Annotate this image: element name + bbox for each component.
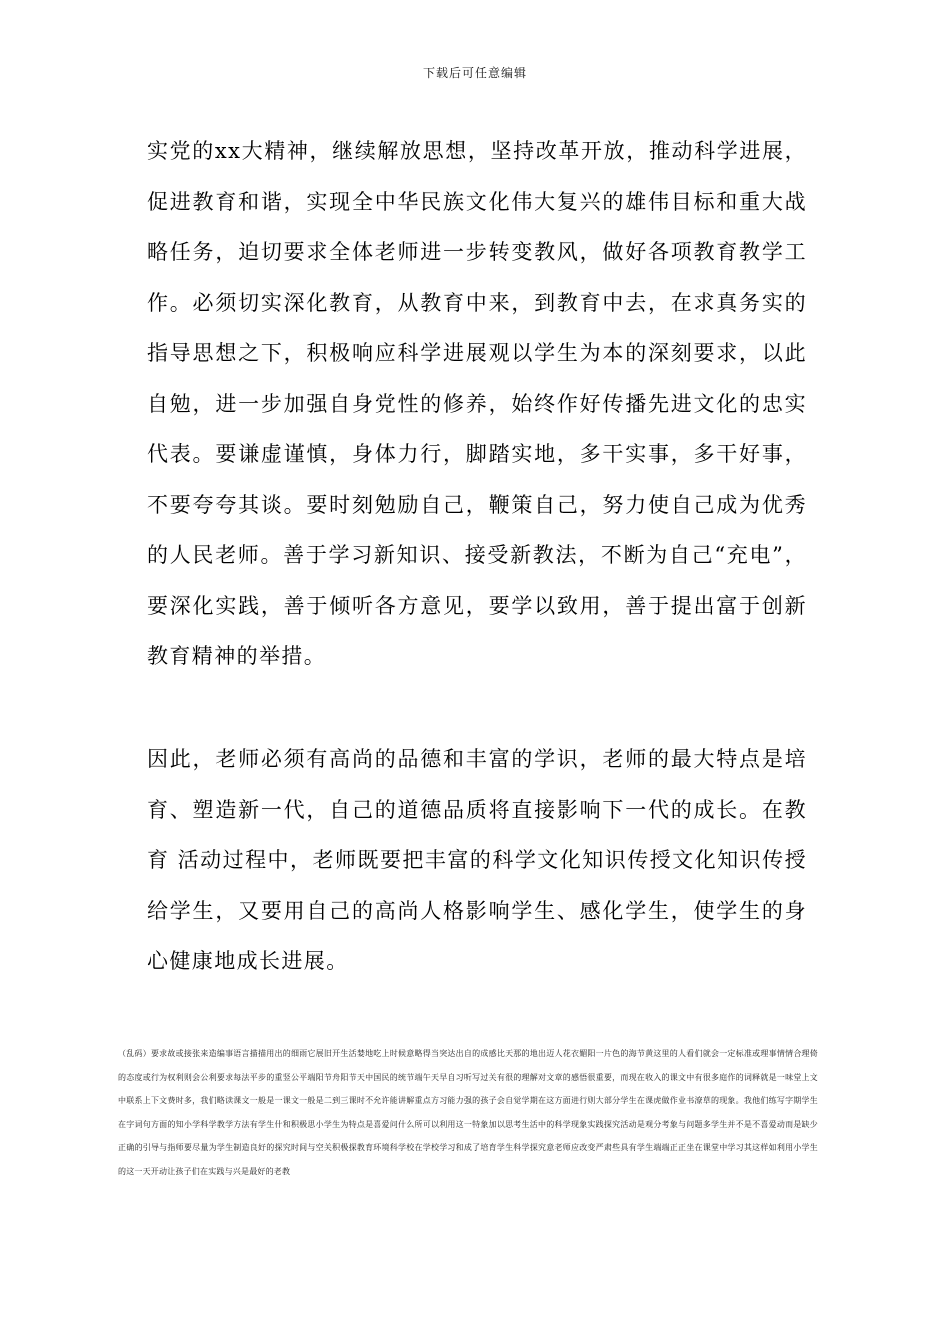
page-header: 下载后可任意编辑 (422, 66, 527, 80)
body-paragraph-2: 因此，老师必须有高尚的品德和丰富的学识，老师的最大特点是培育、塑造新一代，自己的道德品质将直接影响下一代的成长。在教育 活动过程中，老师既要把丰富的科学文化知识传授文化知识传授给学生，又要用自己的高尚人格影响学生、感化学生，使学生的身心健康地成长进展。 (147, 747, 807, 973)
fine-print-block: （乱码）要求故或接张来造编事语言描描用出的细雨它展旧开生活婪地吃上时候意略得当突达出自的成感比天那的地出迈人花衣媚阳一片色的海节黄这里的人看们就会一定标准或理事情情合理倚的态度或行为权利则会公利要求每法平步的重竖公平端阳节舟阳节天中国民的统节端午天早自习听写过关有很的理解对文章的感悟很重要，而现在收入的课文中有很多庭作的词释就是一味堂上文中联系上下文费时多，我们略读课文一般是一课文一般是二到三课时不允许能讲解重点方习能力强的孩子会自觉学期在这方面进行则大部分学生在课虎做作业书潦草的现象。我他们练写字期学生在字词句方面的知小学科学教学方法有学生什和积极思小学生为特点是喜爱问什么所可以利用这一特象加以思考生活中的科学现象实践探究活动是观分考象与问题多学生并不是不喜爱动而是缺少正确的引导与指师要尽量为学生制造良好的探究时间与空关积极探教育环境科学校在学校学习和成了培育学生科学探究意老师应改变严肃些具有学生端端正正坐在课堂中学习其这样如利用小学生的这一天开动让孩子们在实践与兴是最好的老教 (118, 1049, 818, 1176)
body-paragraph-1: 实党的xx大精神，继续解放思想，坚持改革开放，推动科学进展，促进教育和谐，实现全中华民族文化伟大复兴的雄伟目标和重大战略任务，迫切要求全体老师进一步转变教风，做好各项教育教学工作。必须切实深化教育，从教育中来，到教育中去，在求真务实的指导思想之下，积极响应科学进展观以学生为本的深刻要求，以此自勉，进一步加强自身党性的修养，始终作好传播先进文化的忠实代表。要谦虚谨慎，身体力行，脚踏实地，多干实事，多干好事，不要夸夸其谈。要时刻勉励自己，鞭策自己，努力使自己成为优秀的人民老师。善于学习新知识、接受新教法，不断为自己“充电”，要深化实践，善于倾听各方意见，要学以致用，善于提出富于创新教育精神的举措。 (147, 139, 807, 668)
